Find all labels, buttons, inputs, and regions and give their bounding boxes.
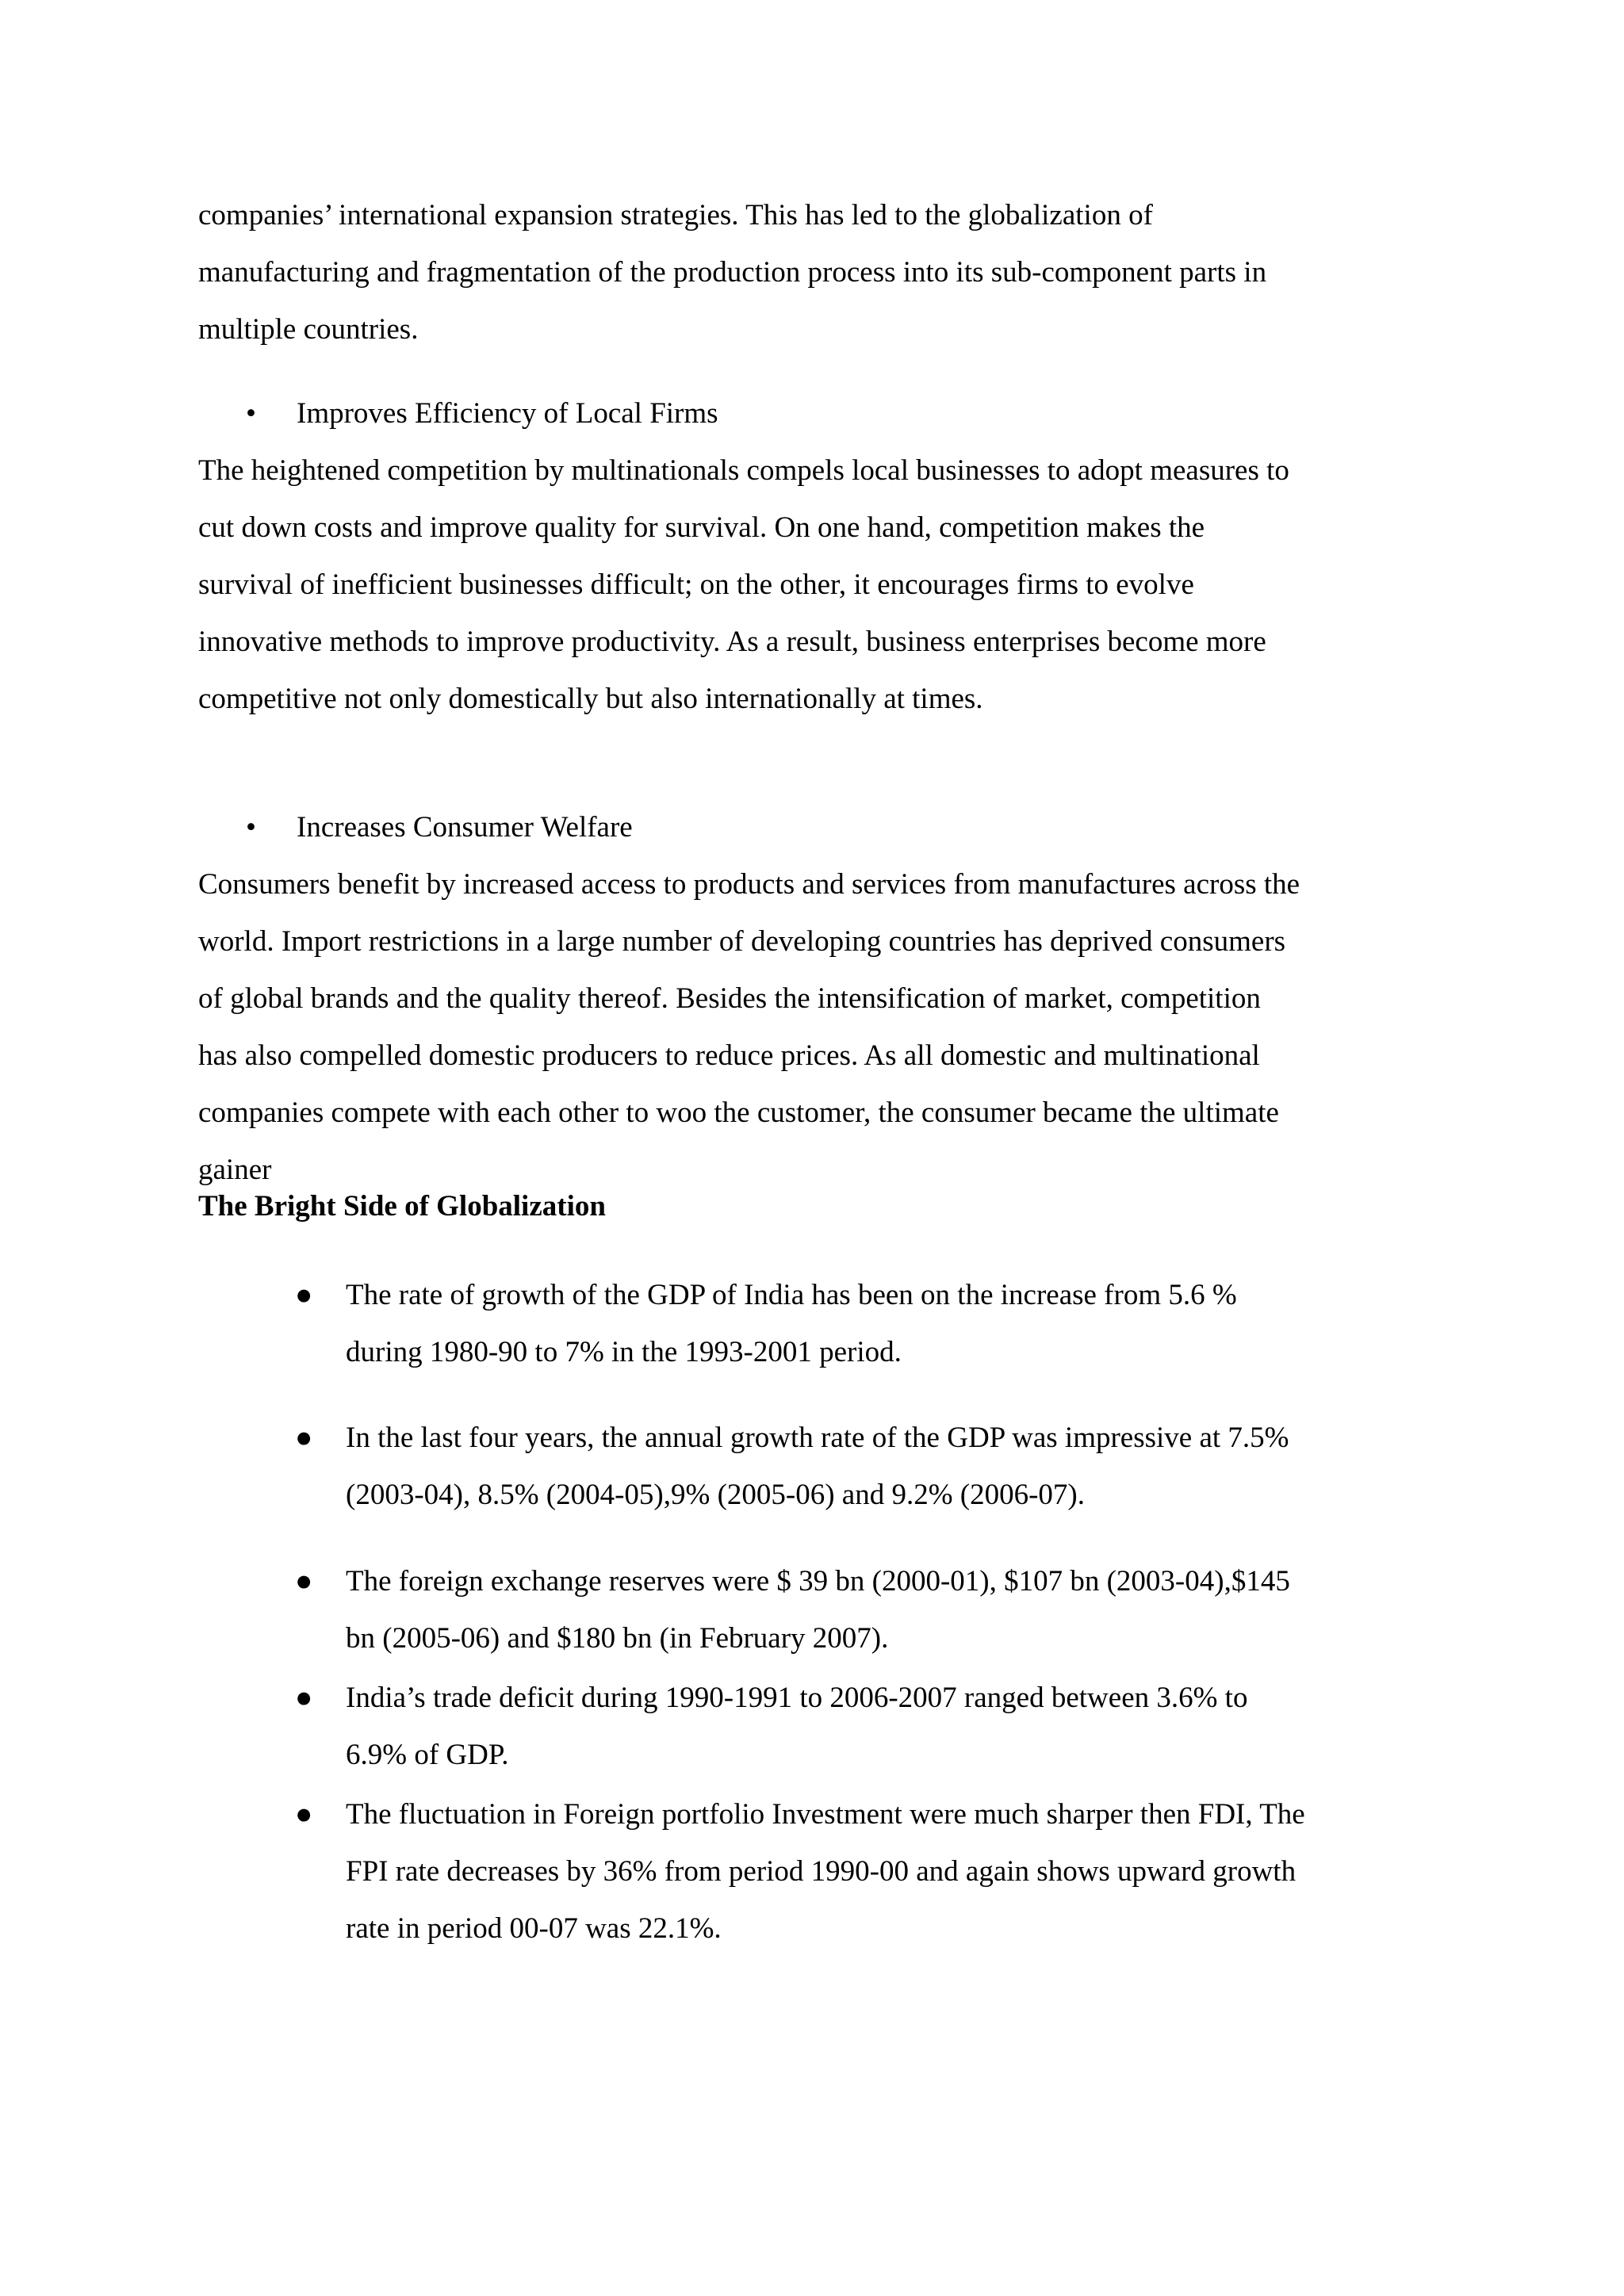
welfare-heading (198, 799, 1451, 856)
list-item-line: bn (2005-06) and $180 bn (in February 2007). (346, 1622, 889, 1655)
list-item (295, 1410, 1453, 1524)
paragraph-line: Consumers benefit by increased access to products and services from manufactures across the (198, 868, 1300, 901)
section-heading: The Bright Side of Globalization (198, 1190, 606, 1223)
list-item (295, 1267, 1453, 1381)
list-item-line: 6.9% of GDP. (346, 1739, 509, 1771)
subheading-text: Increases Consumer Welfare (297, 811, 633, 844)
list-item-line: The rate of growth of the GDP of India has been on the increase from 5.6 % (346, 1279, 1237, 1311)
paragraph-line: of global brands and the quality thereof. Besides the intensification of market, competition (198, 982, 1261, 1015)
efficiency-paragraph (198, 442, 1451, 728)
bullet-icon: ● (295, 1422, 313, 1454)
list-item (295, 1670, 1453, 1784)
bullet-icon: ● (295, 1279, 313, 1311)
paragraph-line: companies compete with each other to woo the customer, the consumer became the ultimate (198, 1096, 1279, 1129)
list-item (295, 1553, 1453, 1667)
list-item-line: The fluctuation in Foreign portfolio Investment were much sharper then FDI, The (346, 1798, 1305, 1831)
paragraph-line: has also compelled domestic producers to reduce prices. As all domestic and multinational (198, 1039, 1260, 1072)
intro-paragraph (198, 187, 1451, 358)
bullet-icon: • (246, 811, 256, 844)
list-item-line: (2003-04), 8.5% (2004-05),9% (2005-06) and 9.2% (2006-07). (346, 1479, 1085, 1511)
bullet-icon: ● (295, 1565, 313, 1598)
subheading-text: Improves Efficiency of Local Firms (297, 397, 718, 430)
paragraph-line: survival of inefficient businesses difficult; on the other, it encourages firms to evolve (198, 568, 1194, 601)
paragraph-line: world. Import restrictions in a large number of developing countries has deprived consumers (198, 925, 1286, 958)
welfare-paragraph (198, 856, 1451, 1199)
list-item-line: during 1980-90 to 7% in the 1993-2001 period. (346, 1336, 902, 1368)
list-item-line: India’s trade deficit during 1990-1991 to 2006-2007 ranged between 3.6% to (346, 1682, 1248, 1714)
paragraph-line: gainer (198, 1154, 272, 1186)
paragraph-line: companies’ international expansion strategies. This has led to the globalization of (198, 199, 1153, 232)
list-item-line: rate in period 00-07 was 22.1%. (346, 1912, 722, 1945)
paragraph-line: competitive not only domestically but also internationally at times. (198, 683, 983, 715)
list-item-line: The foreign exchange reserves were $ 39 bn (2000-01), $107 bn (2003-04),$145 (346, 1565, 1290, 1598)
paragraph-line: cut down costs and improve quality for survival. On one hand, competition makes the (198, 511, 1205, 544)
efficiency-heading (198, 385, 1451, 442)
paragraph-line: innovative methods to improve productivity. As a result, business enterprises become more (198, 626, 1266, 658)
paragraph-line: The heightened competition by multinationals compels local businesses to adopt measures to (198, 454, 1289, 487)
list-item (295, 1786, 1453, 1957)
list-item-line: FPI rate decreases by 36% from period 1990-00 and again shows upward growth (346, 1855, 1297, 1888)
list-item-line: In the last four years, the annual growth rate of the GDP was impressive at 7.5% (346, 1422, 1289, 1454)
bullet-icon: ● (295, 1798, 313, 1831)
bullet-icon: ● (295, 1682, 313, 1714)
paragraph-line: multiple countries. (198, 313, 419, 346)
bullet-icon: • (246, 397, 256, 430)
paragraph-line: manufacturing and fragmentation of the production process into its sub-component parts in (198, 256, 1267, 289)
